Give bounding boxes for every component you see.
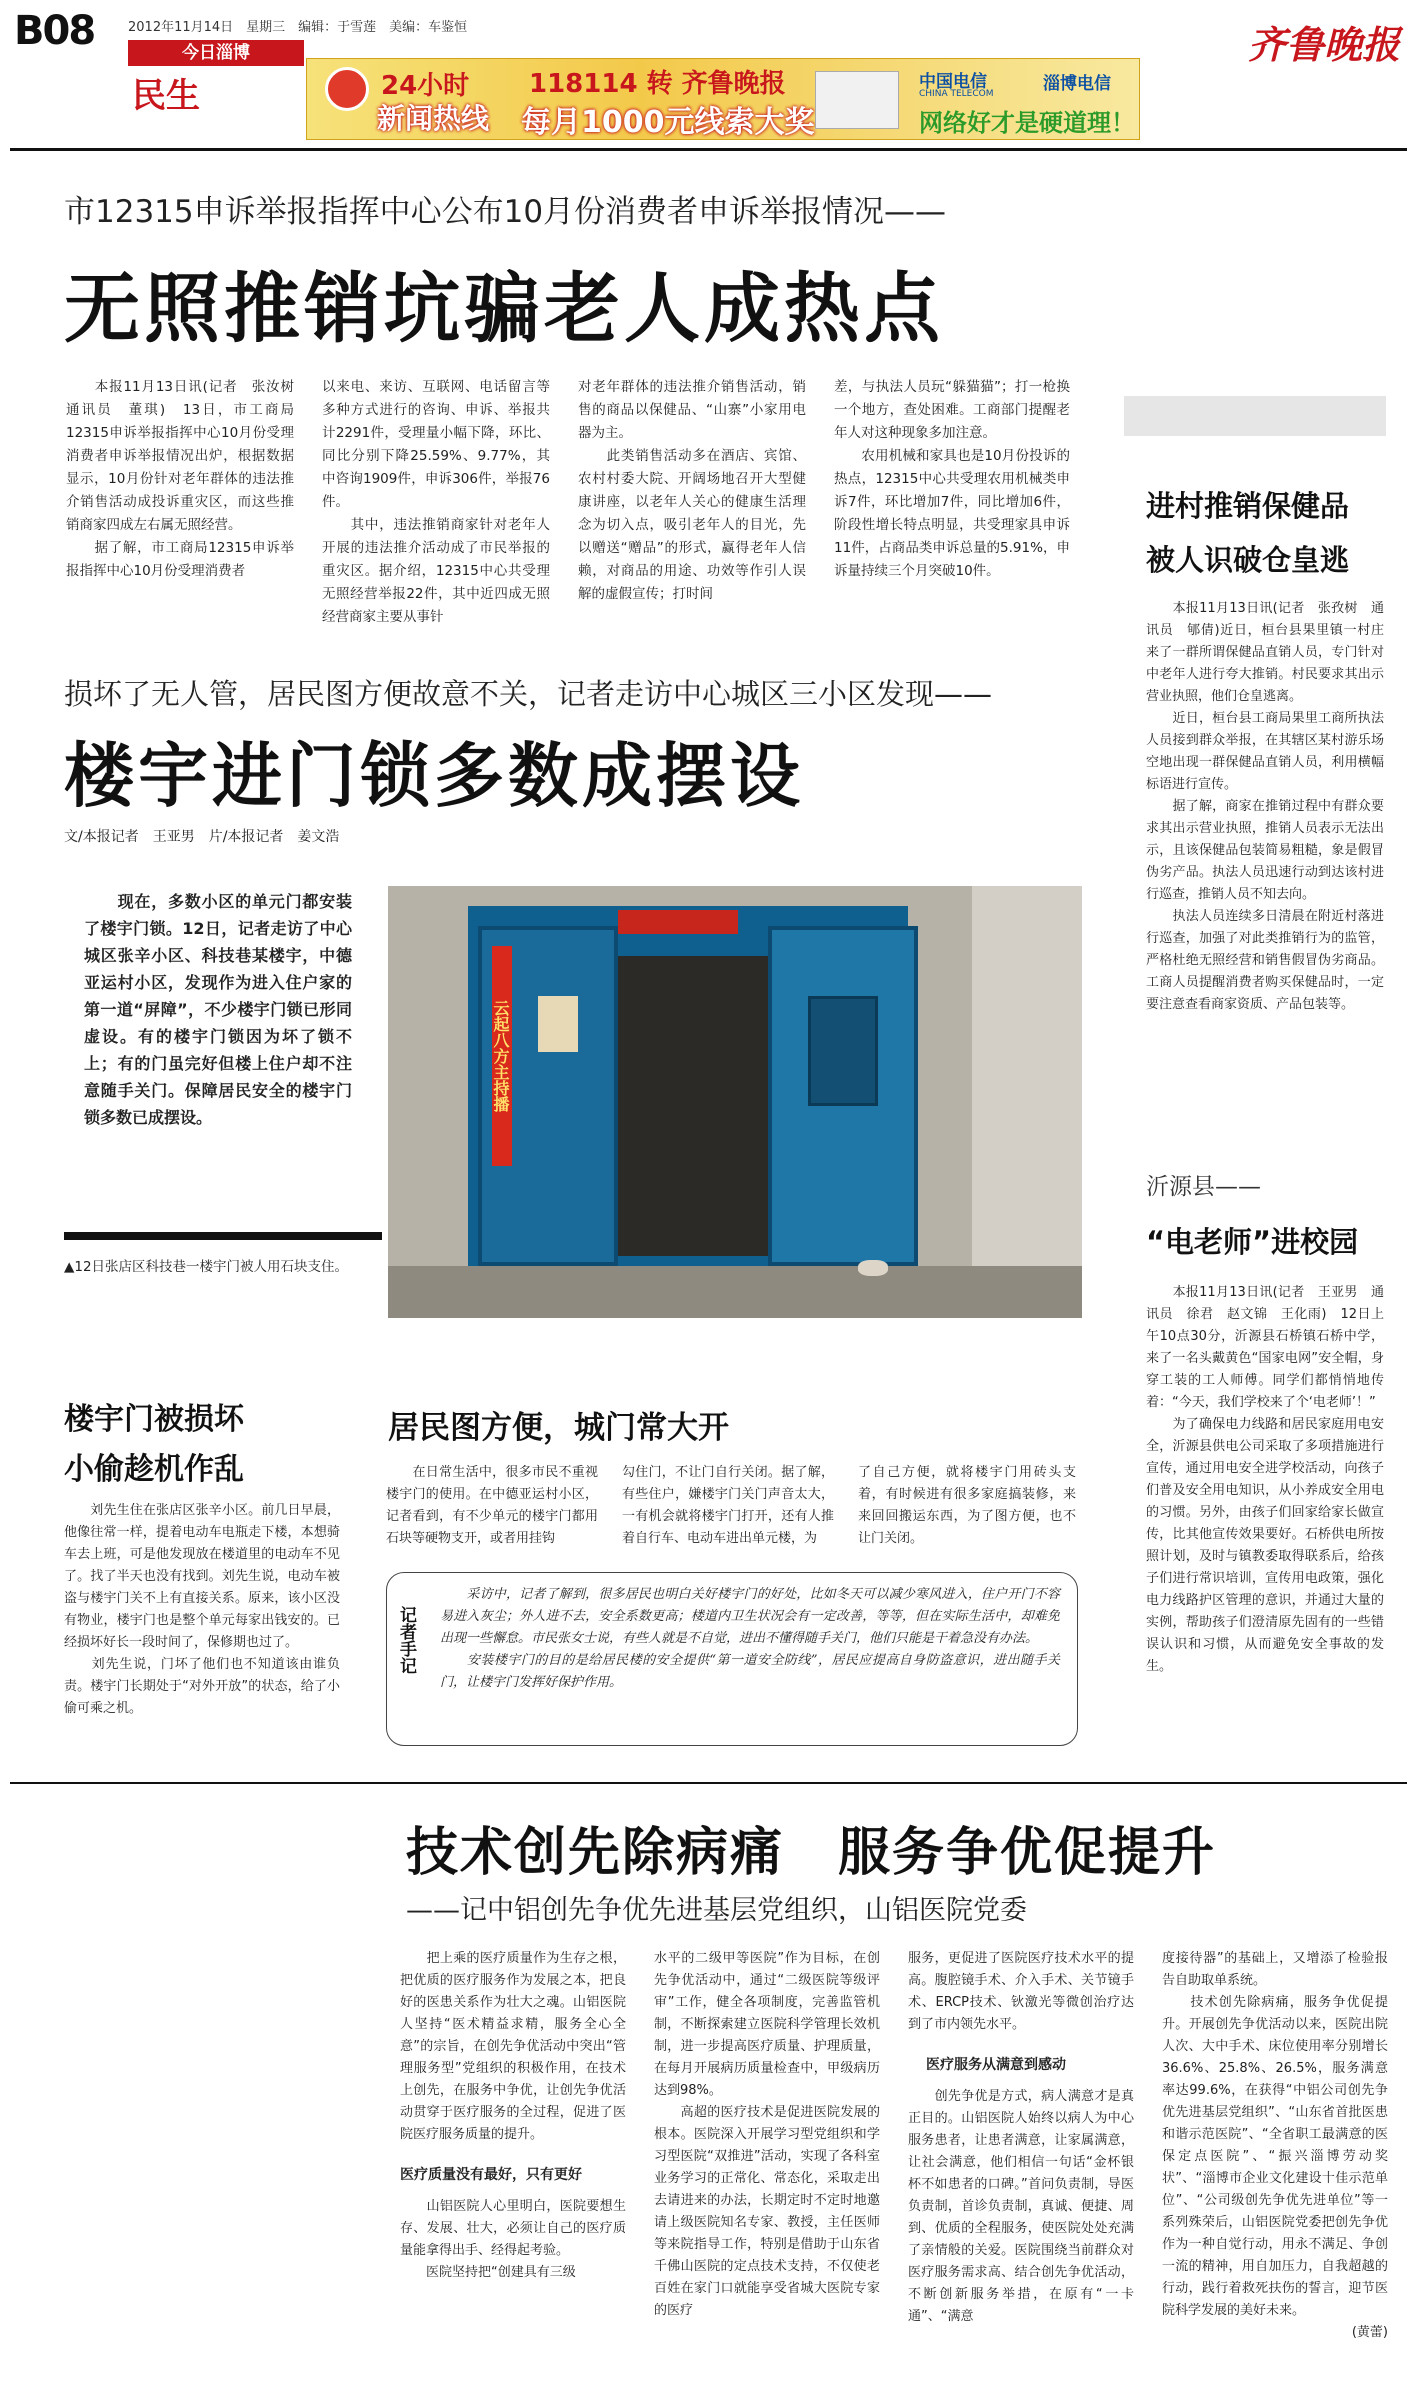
ground [388, 1266, 1082, 1318]
ad-slogan: 网络好才是硬道理！ [919, 109, 1135, 137]
sub2-col-2: 勾住门，不让门自行关闭。据了解，有些住户，嫌楼宇门关门声音太大，一有机会就将楼宇门打开，还有人推着自行车、电动车进出单元楼，为 [622, 1465, 834, 1546]
reporter-note-label: 记者手记 [396, 1606, 416, 1674]
page-number: B08 [14, 8, 95, 54]
sub2-col-1: 在日常生活中，很多市民不重视楼宇门的使用。在中德亚运村小区，记者看到，有不少单元的楼宇门都用石块等硬物支开，或者用挂钩 [386, 1465, 598, 1546]
story1-col-1: 本报11月13日讯(记者 张汝树 通讯员 董琪) 13日，市工商局12315申诉举报指挥中心10月份受理消费者申诉举报情况出炉，根据数据显示，10月份针对老年群体的违法推介销售活动成投诉重灾区，而这些推销商家四成左右属无照经营。 据了解，市工商局12315申诉举报指挥中心10月份受理消费者 [66, 379, 294, 579]
story3-sign: (黄蕾) [1351, 2325, 1388, 2340]
sub1-title-line1: 楼宇门被损坏 [64, 1402, 244, 1437]
top-sign [618, 910, 738, 934]
story3-col1-head: 医疗质量没有最好，只有更好 [400, 2167, 582, 2183]
red-banner: 云起八方主持播 [492, 946, 512, 1166]
side2-text: 本报11月13日讯(记者 王亚男 通讯员 徐君 赵文锦 王化雨) 12日上午10点30分，沂源县石桥镇石桥中学，来了一名头戴黄色“国家电网”安全帽，身穿工装的工人师傅。同学们都悄悄地传着：“今天，我们学校来了个‘电老师’！” 为了确保电力线路和居民家庭用电安全，沂源县供电公司采取了多项措施进行宣传，通过用电安全进学校活动，向孩子们普及安全用电知识，从小养成安全用电的习惯。另外，由孩子们回家给家长做宣传，比其他宣传效果要好。石桥供电所按照计划，及时与镇教委取得联系后，给孩子们进行常识培训，宣传用电政策，强化电力线路护区管理的意识，并通过大量的实例，帮助孩子们澄清原先固有的一些错误认识和习惯，从而避免安全事故的发生。 [1146, 1285, 1384, 1674]
prize-title: 每月1000元线索大奖 [521, 105, 815, 140]
story3-headline: 技术创先除病痛 服务争优促提升 [406, 1823, 1217, 1883]
story1-col-3: 对老年群体的违法推介销售活动，销售的商品以保健品、“山寨”小家用电器为主。 此类销售活动多在酒店、宾馆、农村村委大院、开阔场地召开大型健康讲座，以老年人关心的健康生活理念为切入点，吸引老年人的目光，先以赠送“赠品”的形式，赢得老年人信赖，对商品的用途、功效等作引人误解的虚假宣传；打时间 [578, 379, 806, 602]
hotline-24: 24小时 [381, 71, 470, 101]
side1-text: 本报11月13日讯(记者 张孜树 通讯员 郇倩)近日，桓台县果里镇一村庄来了一群所谓保健品直销人员，专门针对中老年人进行夸大推销。村民要求其出示营业执照，他们仓皇逃离。 近日，桓台县工商局果里工商所执法人员接到群众举报，在其辖区某村游乐场空地出现一群保健品直销人员，利用横幅标语进行宣传。 据了解，商家在推销过程中有群众要求其出示营业执照，推销人员表示无法出示，且该保健品包装简易粗糙，象是假冒伪劣产品。执法人员迅速行动到达该村进行巡查，推销人员不知去向。 执法人员连续多日清晨在附近村落进行巡查，加强了对此类推销行为的监管，严格杜绝无照经营和销售假冒伪劣商品。工商人员提醒消费者购买保健品时，一定要注意查看商家资质、产品包装等。 [1146, 601, 1384, 1012]
story2-kicker: 损坏了无人管，居民图方便故意不关，记者走访中心城区三小区发现—— [64, 677, 993, 711]
story3-col-1: 把上乘的医疗质量作为生存之根，把优质的医疗服务作为发展之本，把良好的医患关系作为壮大之魂。山铝医院人坚持“医术精益求精，服务全心全意”的宗旨，在创先争优活动中突出“管理服务型”党组织的积极作用，在技术上创先，在服务中争优，让创先争优活动贯穿于医疗服务的全过程，促进了医院医疗服务质量的提升。 医疗质量没有最好，只有更好 山铝医院人心里明白，医院要想生存、发展、壮大，必须让自己的医疗质量能拿得出手、经得起考验。 医院坚持把“创建具有三级 [400, 1951, 626, 2280]
masthead-logo: 齐鲁晚报 [1248, 22, 1401, 67]
story1-col-4: 差，与执法人员玩“躲猫猫”；打一枪换一个地方，查处困难。工商部门提醒老年人对这种现象多加注意。 农用机械和家具也是10月份投诉的热点，12315中心共受理农用机械类申诉7件，环比增加7件，同比增加6件，阶段性增长特点明显，共受理家具申诉11件，占商品类申诉总量的5.91%，申诉量持续三个月突破10件。 [834, 379, 1070, 579]
story2-byline: 文/本报记者 王亚男 片/本报记者 姜文浩 [64, 829, 340, 845]
telecom-logo-en: CHINA TELECOM [919, 89, 994, 99]
story3-subhead: ——记中铝创先争优先进基层党组织，山铝医院党委 [406, 1895, 1027, 1926]
sidebar-top-shade [1124, 396, 1386, 436]
phone-icon [325, 67, 369, 111]
story3-col-4: 度接待器”的基础上，又增添了检验报告自助取单系统。 技术创先除病痛，服务争优促提升。开展创先争优活动以来，医院出院人次、大中手术、床位使用率分别增长36.6%、25.8%、26.5%，服务满意率达99.6%，在获得“中铝公司创先争优先进基层党组织”、“山东省首批医患和谐示范医院”、“全省职工最满意的医保定点医院”、“振兴淄博劳动奖状”、“淄博市企业文化建设十佳示范单位”、“公司级创先争优先进单位”等一系列殊荣后，山铝医院党委把创先争优作为一种自觉行动，用永不满足、争创一流的精神，用自加压力，自我超越的行动，践行着救死扶伤的誓言，迎节医院科学发展的美好未来。 (黄蕾) [1162, 1948, 1388, 2344]
edition-tab: 今日淄博 [128, 40, 304, 66]
stone-wedge [858, 1260, 888, 1276]
wall-right [972, 886, 1082, 1318]
sub1-title-line2: 小偷趁机作乱 [64, 1452, 244, 1487]
header-rule [10, 148, 1407, 151]
story3-col-2: 水平的二级甲等医院”作为目标，在创先争优活动中，通过“二级医院等级评审”工作，健全各项制度，完善监管机制，不断探索建立医院科学管理长效机制，进一步提高医疗质量、护理质量，在每月开展病历质量检查中，甲级病历达到98%。 高超的医疗技术是促进医院发展的根本。医院深入开展学习型党组织和学习型医院“双推进”活动，实现了各科室业务学习的正常化、常态化，采取走出去请进来的办法，长期定时不定时地邀请上级医院知名专家、教授，主任医师等来院指导工作，特别是借助于山东省千佛山医院的定点技术支持，不仅使老百姓在家门口就能享受省城大医院专家的医疗 [654, 1951, 880, 2318]
hotline-label: 新闻热线 [377, 102, 490, 135]
telecom-logo: 中国电信 [919, 72, 987, 92]
side2-kicker: 沂源县—— [1146, 1174, 1261, 1200]
caption-rule [64, 1232, 382, 1240]
side1-title-2: 被人识破仓皇逃 [1146, 543, 1350, 577]
side1-title-1: 进村推销保健品 [1146, 489, 1350, 523]
section-label: 民生 [132, 76, 200, 116]
prize-line: 118114 转 齐鲁晚报 [529, 69, 786, 99]
zibo-telecom: 淄博电信 [1043, 74, 1111, 94]
door-window [808, 996, 878, 1106]
story1-headline: 无照推销坑骗老人成热点 [64, 264, 944, 353]
reporter-note-text: 采访中，记者了解到，很多居民也明白关好楼宇门的好处，比如冬天可以减少寒风进入，住户开门不容易进入灰尘；外人进不去，安全系数更高；楼道内卫生状况会有一定改善，等等，但在实际生活中，却难免出现一些懈怠。市民张女士说，有些人就是不自觉，进出不懂得随手关门，他们只能是干着急没有办法。 安装楼宇门的目的是给居民楼的安全提供“第一道安全防线”，居民应提高自身防盗意识，进出随手关门，让楼宇门发挥好保护作用。 [440, 1587, 1060, 1690]
side2-title: “电老师”进校园 [1146, 1225, 1359, 1259]
story2-lead: 现在，多数小区的单元门都安装了楼宇门锁。12日，记者走访了中心城区张辛小区、科技巷某楼宇，中德亚运村小区，发现作为进入住户家的第一道“屏障”，不少楼宇门锁已形同虚设。有的楼宇门锁因为坏了锁不上；有的门虽完好但楼上住户却不注意随手关门。保障居民安全的楼宇门锁多数已成摆设。 [84, 892, 352, 1127]
doorway-dark [618, 956, 768, 1256]
sub2-title: 居民图方便，城门常大开 [388, 1410, 729, 1446]
story3-col3-head: 医疗服务从满意到感动 [926, 2057, 1066, 2073]
sub2-col-3: 了自己方便，就将楼宇门用砖头支着，有时候进有很多家庭搞装修，来来回回搬运东西，为了图方便，也不让门关闭。 [858, 1465, 1076, 1546]
date-line: 2012年11月14日 星期三 编辑：于雪莲 美编：车鉴恒 [128, 20, 468, 35]
photo-caption: ▲12日张店区科技巷一楼宇门被人用石块支住。 [64, 1259, 349, 1275]
sub1-text: 刘先生住在张店区张辛小区。前几日早晨，他像往常一样，提着电动车电瓶走下楼，本想骑车去上班，可是他发现放在楼道里的电动车不见了。找了半天也没有找到。刘先生说，电动车被盗与楼宇门关不上有直接关系。原来，该小区没有物业，楼宇门也是整个单元每家出钱安的。已经损坏好长一段时间了，保修期也过了。 刘先生说，门坏了他们也不知道该由谁负责。楼宇门长期处于“对外开放”的状态，给了小偷可乘之机。 [64, 1503, 340, 1716]
ad-banner[interactable] [306, 58, 1140, 140]
story3-rule [10, 1782, 1407, 1784]
story3-col-3: 服务，更促进了医院医疗技术水平的提高。腹腔镜手术、介入手术、关节镜手术、ERCP技术、钬激光等微创治疗达到了市内领先水平。 医疗服务从满意到感动 创先争优是方式，病人满意才是真正目的。山铝医院人始终以病人为中心服务患者，让患者满意，让家属满意，让社会满意，他们相信一句话“金杯银杯不如患者的口碑。”首问负责制，导医负责制，首诊负责制，真诚、便捷、周到、优质的全程服务，使医院处处充满了亲情般的关爱。医院围绕当前群众对医疗服务需求高、结合创先争优活动，不断创新服务举措，在原有“一卡通”、“满意 [908, 1951, 1134, 2324]
story2-headline: 楼宇进门锁多数成摆设 [64, 735, 804, 817]
door-photo [388, 886, 1082, 1318]
story1-col-2: 以来电、来访、互联网、电话留言等多种方式进行的咨询、申诉、举报共计2291件，受理量小幅下降，环比、同比分别下降25.59%、9.77%，其中咨询1909件，申诉306件，举报76件。 其中，违法推销商家针对老年人开展的违法推介活动成了市民举报的重灾区。据介绍，12315中心共受理无照经营举报22件，其中近四成无照经营商家主要从事针 [322, 379, 550, 625]
story1-kicker: 市12315申诉举报指挥中心公布10月份消费者申诉举报情况—— [64, 194, 947, 230]
notice-paper [538, 996, 578, 1052]
product-image [815, 71, 899, 129]
